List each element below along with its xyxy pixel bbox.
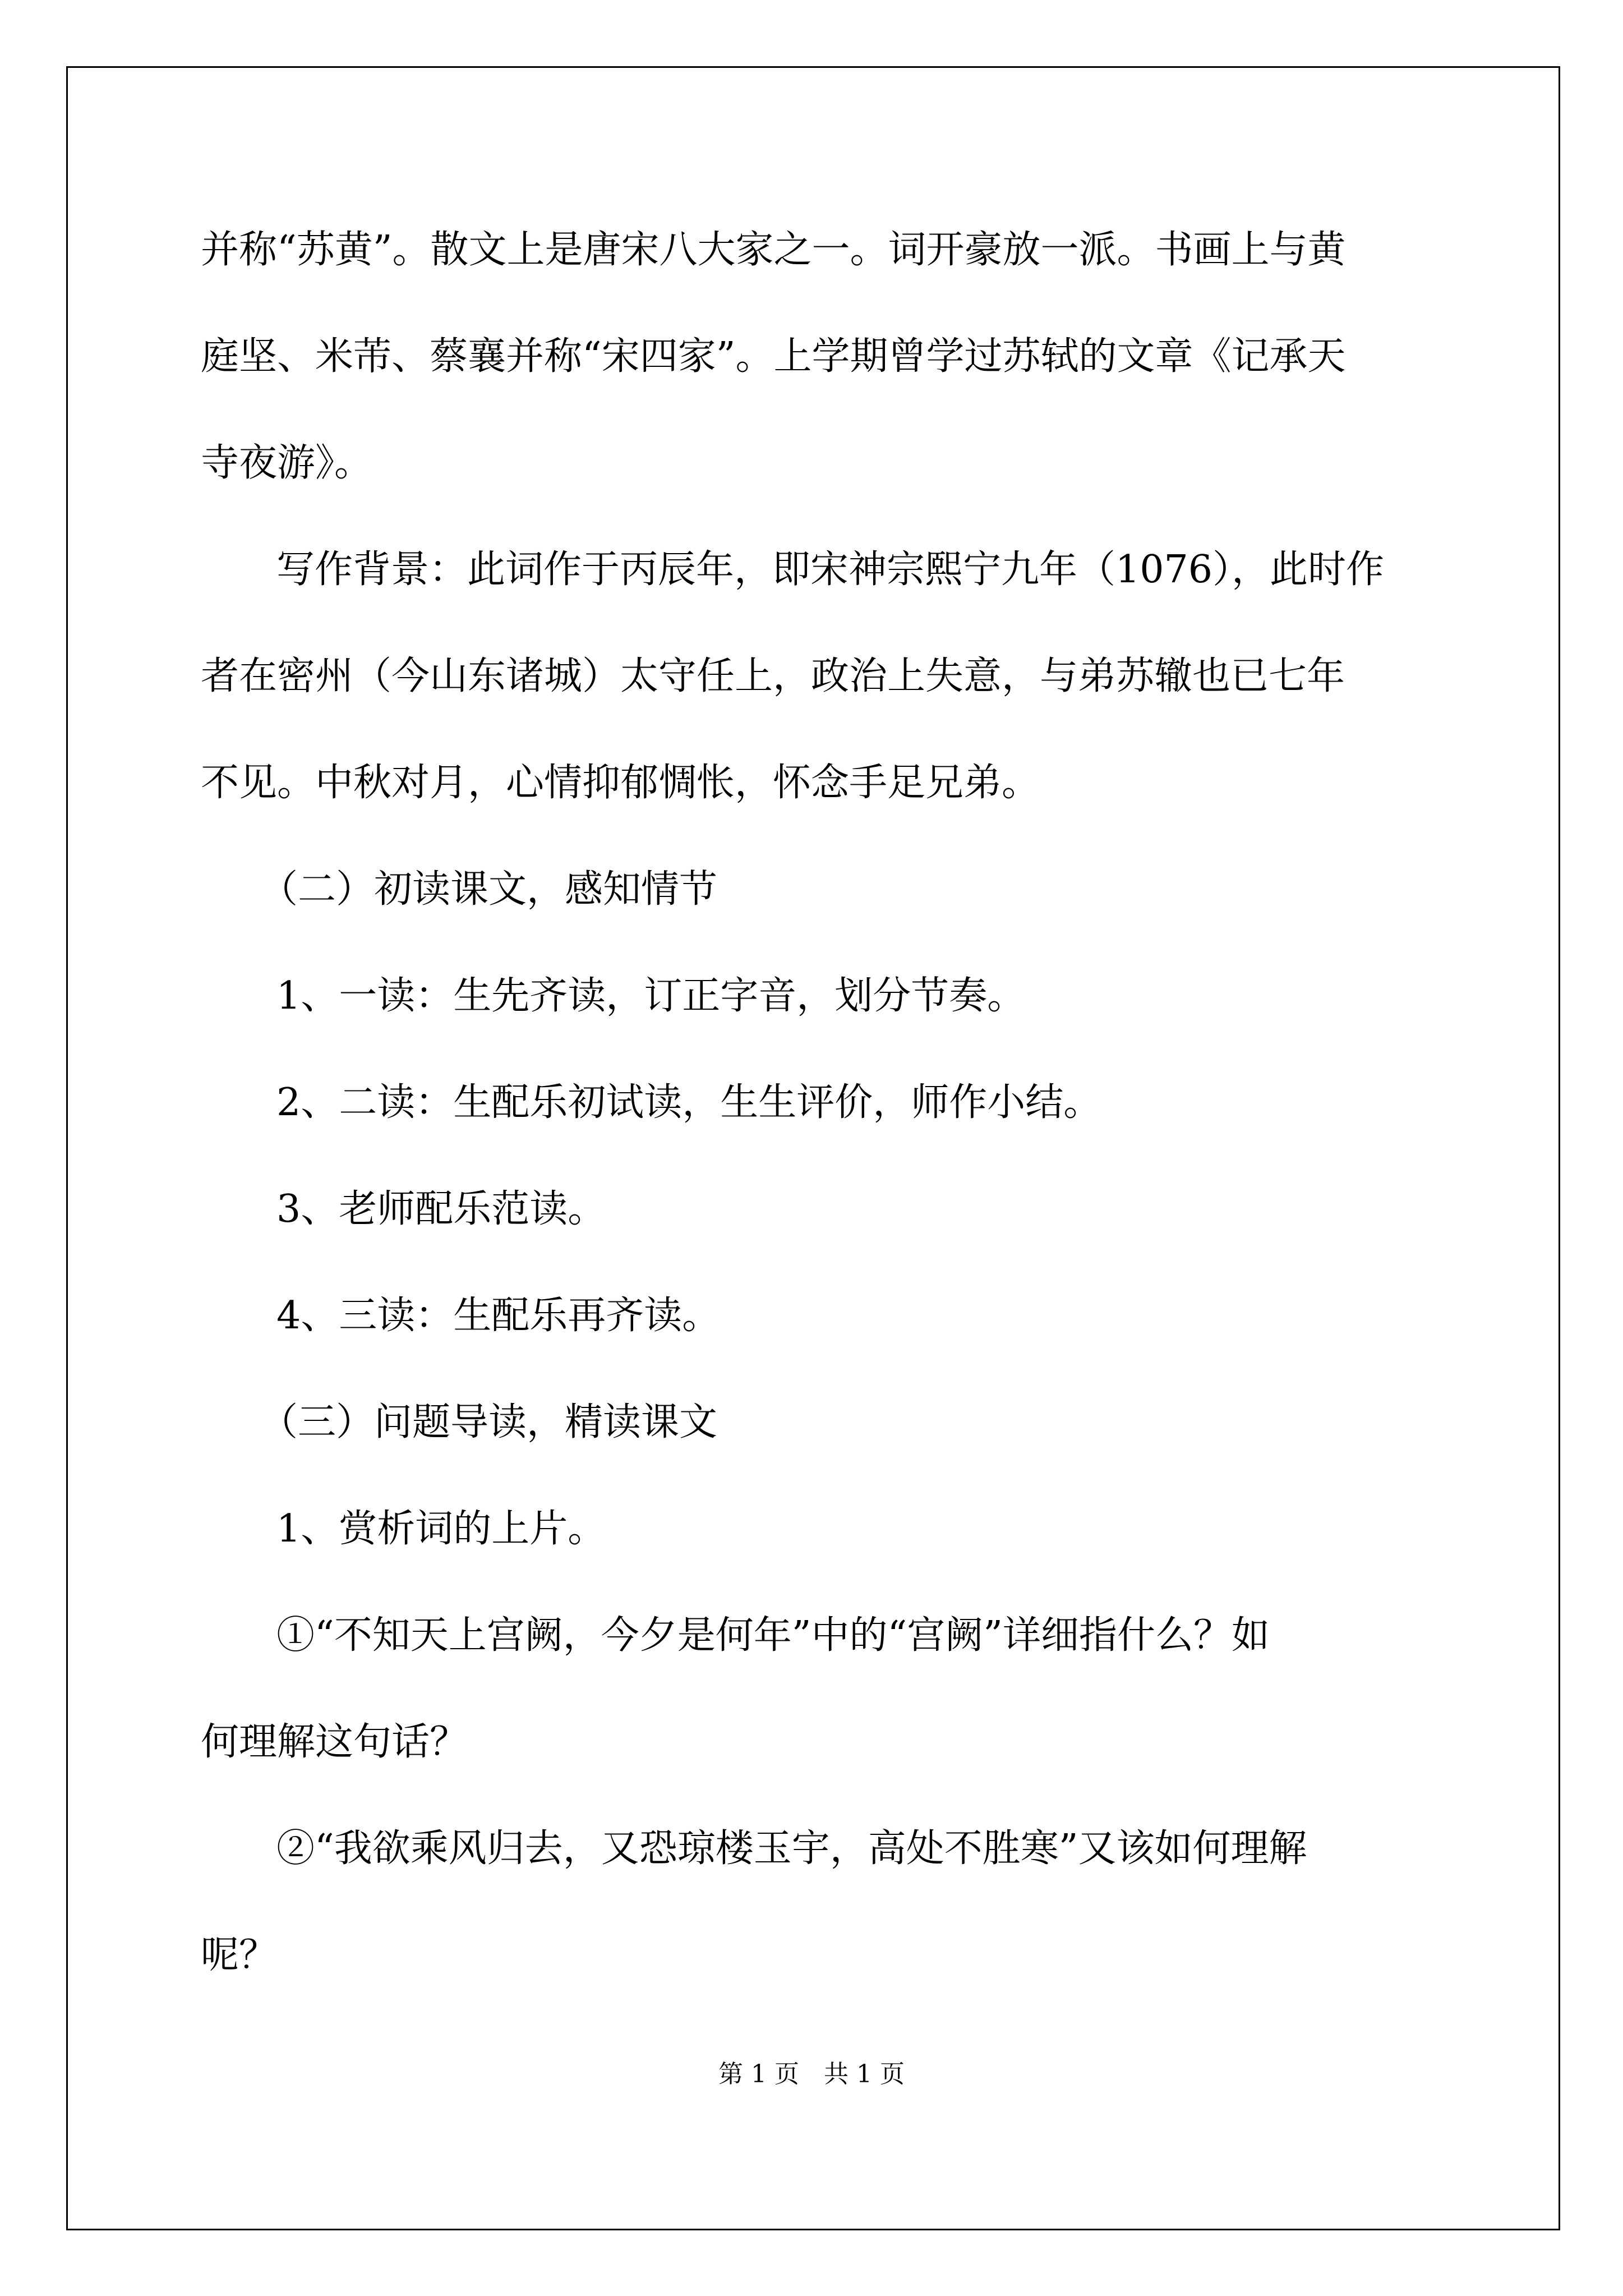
text-line-8: 1、一读：生先齐读，订正字音，划分节奏。 (276, 974, 1026, 1018)
section-heading-3: （三）问题导读，精读课文 (260, 1400, 718, 1444)
text-line-13: 1、赏析词的上片。 (276, 1507, 606, 1551)
text-line-4: 写作背景：此词作于丙辰年，即宋神宗熙宁九年（1076），此时作 (276, 547, 1385, 592)
page-footer: 第 1 页 共 1 页 (718, 2060, 905, 2088)
section-heading-2: （二）初读课文，感知情节 (260, 867, 718, 912)
text-line-11: 4、三读：生配乐再齐读。 (276, 1294, 721, 1338)
text-line-2: 庭坚、米芾、蔡襄并称“宋四家”。上学期曾学过苏轼的文章《记承天 (201, 334, 1346, 379)
text-line-10: 3、老师配乐范读。 (276, 1187, 606, 1231)
text-line-6: 不见。中秋对月，心情抑郁惆怅，怀念手足兄弟。 (201, 761, 1040, 805)
text-line-1: 并称“苏黄”。散文上是唐宋八大家之一。词开豪放一派。书画上与黄 (201, 228, 1346, 272)
text-line-5: 者在密州（今山东诸城）太守任上，政治上失意，与弟苏辙也已七年 (201, 654, 1345, 698)
text-line-9: 2、二读：生配乐初试读，生生评价，师作小结。 (276, 1080, 1102, 1125)
text-line-17: 呢？ (201, 1933, 278, 1977)
text-line-3: 寺夜游》。 (201, 441, 373, 485)
page-border (66, 66, 1560, 2230)
text-line-14: ①“不知天上宫阙，今夕是何年”中的“宫阙”详细指什么？如 (276, 1613, 1270, 1658)
text-line-16: ②“我欲乘风归去，又恐琼楼玉宇，高处不胜寒”又该如何理解 (276, 1826, 1307, 1871)
text-line-15: 何理解这句话？ (201, 1720, 468, 1764)
